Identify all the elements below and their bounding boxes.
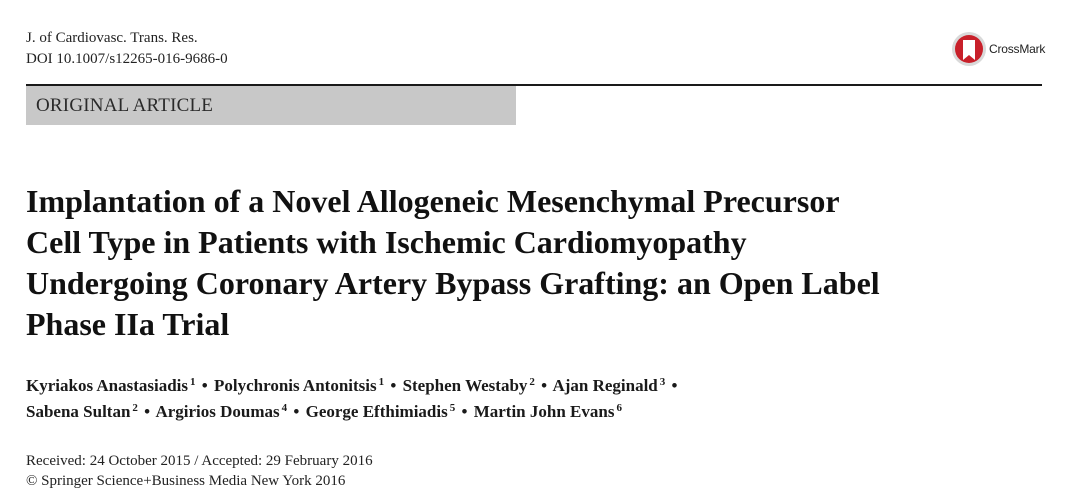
affiliation-marker: 1: [190, 376, 196, 388]
title-line: Cell Type in Patients with Ischemic Cardiomyopathy: [26, 224, 747, 260]
affiliation-marker: 3: [659, 376, 666, 388]
author[interactable]: [26, 376, 196, 395]
affiliation-marker: 2: [132, 402, 138, 414]
crossmark-icon: [951, 31, 987, 67]
author[interactable]: [474, 402, 622, 421]
affiliation-marker: 5: [449, 402, 456, 414]
author-separator: •: [671, 376, 678, 395]
author[interactable]: [306, 402, 456, 421]
journal-meta: [26, 28, 228, 70]
author-name: Martin John Evans: [473, 402, 615, 421]
author[interactable]: [214, 376, 384, 395]
author-separator: •: [201, 376, 208, 395]
author-separator: •: [461, 402, 468, 421]
author[interactable]: [155, 402, 287, 421]
author[interactable]: [403, 376, 535, 395]
title-line: Implantation of a Novel Allogeneic Mesenchymal Precursor: [26, 183, 840, 219]
article-history: [26, 451, 373, 491]
affiliation-marker: 6: [616, 402, 622, 414]
article-type-banner: ORIGINAL ARTICLE: [26, 86, 516, 125]
author-separator: •: [293, 402, 300, 421]
author-separator: •: [144, 402, 151, 421]
crossmark-badge[interactable]: [951, 31, 1045, 67]
title-line: Undergoing Coronary Artery Bypass Grafting: an Open Label: [26, 265, 880, 301]
affiliation-marker: 4: [281, 402, 288, 414]
author-separator: •: [390, 376, 397, 395]
title-line: Phase IIa Trial: [26, 306, 230, 342]
author-name: Stephen Westaby: [402, 376, 528, 395]
author-name: Sabena Sultan: [26, 402, 131, 421]
affiliation-marker: 1: [378, 376, 385, 388]
author-name: George Efthimiadis: [305, 402, 448, 421]
author[interactable]: [552, 376, 665, 395]
affiliation-marker: 2: [529, 376, 535, 388]
copyright-notice: © Springer Science+Business Media New York 2016: [26, 473, 346, 489]
received-accepted-dates: Received: 24 October 2015 / Accepted: 29 February 2016: [26, 453, 373, 469]
author-separator: •: [541, 376, 548, 395]
article-title: [26, 181, 1056, 345]
journal-doi[interactable]: DOI 10.1007/s12265-016-9686-0: [26, 51, 228, 67]
author-name: Argirios Doumas: [155, 402, 280, 421]
journal-name: J. of Cardiovasc. Trans. Res.: [26, 30, 198, 46]
author-list: [26, 373, 1056, 425]
author-name: Polychronis Antonitsis: [213, 376, 377, 395]
crossmark-label: CrossMark: [989, 42, 1046, 56]
author[interactable]: [26, 402, 138, 421]
author-name: Ajan Reginald: [552, 376, 658, 395]
author-name: Kyriakos Anastasiadis: [26, 376, 189, 395]
